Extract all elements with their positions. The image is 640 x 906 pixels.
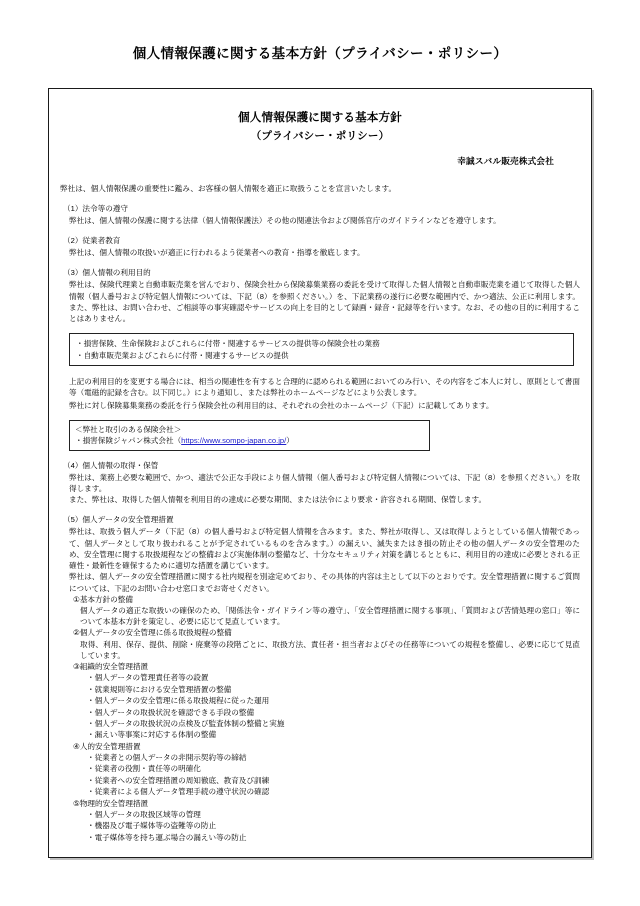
list-item: ・就業規則等における安全管理措置の整備 [87,684,232,694]
section-1 [60,203,580,226]
measure-marker-1: ① [73,594,80,604]
section-3 [60,267,580,324]
document-subheading: （プライバシー・ポリシー） [250,130,390,142]
purpose-change-paragraph: 上記の利用目的を変更する場合には、相当の関連性を有すると合理的に認められる範囲においてのみ行い、その内容をご本人に対し、原則として書面等（電磁的記録を含む。以下同じ。）により通知し、または弊社のホームページなどにより公表します。 [69,377,580,398]
measure-label-1: 基本方針の整備 [79,594,133,604]
section-2-body: 弊社は、個人情報の取扱いが適正に行われるよう従業者への教育・指導を徹底します。 [69,248,365,258]
measure-item-2-title [60,627,580,638]
page-title: 個人情報保護に関する基本方針（プライバシー・ポリシー） [132,46,508,61]
section-4-body-2: また、弊社は、取得した個人情報を利用目的の達成に必要な期間、または法令により要求・許容される期間、保管します。 [69,495,487,505]
section-1-title [60,203,580,214]
section-5-body-1: 弊社は、取扱う個人データ（下記（8）の個人番号および特定個人情報を含みます。また、弊社が取得し、又は取得しようとしている個人情報であって、個人データとして取り扱われることが予定されているものを含みます。）の漏えい、滅失またはき損の防止その他の個人データの安全管理のため、安全管理に関する取扱規程などの整備および実施体制の整備など、十分なセキュリティ対策を講じるとともに、利用目的の達成に必要とされる正確性・最新性を確保するために適切な措置を講じています。 [69,527,580,571]
business-bullet-2: ・自動車販売業およびこれらに付帯・関連するサービスの提供 [76,350,289,360]
measure-item-1-body: 個人データの適正な取扱いの確保のため、「関係法令・ガイドライン等の遵守」、「安全管理措置に関する事項」、「質問および苦情処理の窓口」等について本基本方針を策定し、必要に応じて見直しています。 [80,606,580,627]
sompo-japan-link[interactable]: https://www.sompo-japan.co.jp/ [181,436,287,446]
list-item: ・個人データの安全管理に係る取扱規程に従った運用 [87,696,270,706]
measure-item-2-body: 取得、利用、保存、提供、削除・廃棄等の段階ごとに、取扱方法、責任者・担当者およびその任務等についての規程を整備し、必要に応じて見直しています。 [80,639,580,660]
lead-paragraph: 弊社は、個人情報保護の重要性に鑑み、お客様の個人情報を適正に取扱うことを宣言いたします。 [60,184,397,193]
measure-item-4-list [60,752,580,798]
measure-label-4: 人的安全管理措置 [79,741,141,751]
list-item: ・従業者の役割・責任等の明確化 [87,764,201,774]
measure-item-4-title [60,741,580,752]
list-item: ・個人データの管理責任者等の設置 [87,673,209,683]
measure-item-3-title [60,661,580,672]
section-5-label: 個人データの安全管理措置 [82,515,174,525]
document-frame [48,88,592,858]
section-1-label: 法令等の遵守 [82,204,128,213]
measure-item-5-list [60,809,580,843]
list-item: ・漏えい等事案に対応する体制の整備 [87,730,217,740]
document-heading: 個人情報保護に関する基本方針 [238,112,402,124]
section-2-number: （2） [63,236,83,246]
measure-label-2: 個人データの安全管理に係る取扱規程の整備 [79,628,232,638]
section-2 [60,235,580,258]
section-1-body: 弊社は、個人情報の保護に関する法律（個人情報保護法）その他の関連法令および関係官庁のガイドラインなどを遵守します。 [69,216,501,225]
insurer-purpose-paragraph: 弊社に対し保険募集業務の委託を行う保険会社の利用目的は、それぞれの会社のホームページ（下記）に記載してあります。 [69,400,494,410]
measure-label-3: 組織的安全管理措置 [79,662,149,672]
section-5-title [60,514,580,525]
business-scope-box [69,333,574,366]
section-5-body-2: 弊社は、個人データの安全管理措置に関する社内規程を別途定めており、その具体的内容は主として以下のとおりです。安全管理措置に関するご質問については、下記のお問い合わせ窓口までお寄せください。 [69,572,580,593]
section-5-number: （5） [63,515,83,525]
partner-insurers-title: ＜弊社と取引のある保険会社＞ [75,424,182,434]
section-4 [60,460,580,506]
list-item: ・電子媒体等を持ち運ぶ場合の漏えい等の防止 [87,832,247,842]
list-item: ・従業者への安全管理措置の周知徹底、教育及び訓練 [87,775,270,785]
section-3-title [60,267,580,278]
business-bullet-1: ・損害保険、生命保険およびこれらに付帯・関連するサービスの提供等の保険会社の業務 [76,339,380,349]
partner-insurer-name: ・損害保険ジャパン株式会社（ [75,436,182,446]
partner-insurer-suffix: ） [286,436,294,446]
company-name: 幸誠スバル販売株式会社 [457,156,554,166]
section-4-title [60,460,580,471]
measure-marker-2: ② [73,628,80,638]
measure-label-5: 物理的安全管理措置 [79,798,149,808]
list-item: ・個人データの取扱状況の点検及び監査体制の整備と実施 [87,718,285,728]
measure-marker-3: ③ [73,662,80,672]
list-item: ・個人データの取扱状況を確認できる手段の整備 [87,707,255,717]
list-item: ・従業者による個人データ管理手続の遵守状況の確認 [87,787,270,797]
list-item: ・機器及び電子媒体等の盗難等の防止 [87,821,217,831]
section-4-body-1: 弊社は、業務上必要な範囲で、かつ、適法で公正な手段により個人情報（個人番号および特定個人情報については、下記（8）を参照ください。）を取得します。 [69,472,580,493]
partner-insurers-box [69,420,430,451]
measure-marker-5: ⑤ [73,798,80,808]
section-3-number: （3） [63,268,83,278]
list-item: ・個人データの取扱区域等の管理 [87,809,201,819]
section-2-label: 従業者教育 [82,236,121,246]
measure-item-3-list [60,672,580,740]
measure-item-1-title [60,594,580,605]
section-3-label: 個人情報の利用目的 [82,268,151,278]
document-body [49,89,591,857]
section-5 [60,514,580,843]
section-4-number: （4） [63,460,83,470]
measure-item-5-title [60,798,580,809]
list-item: ・従業者との個人データの非開示契約等の締結 [87,753,247,762]
section-2-title [60,235,580,246]
section-1-number: （1） [63,204,83,213]
partner-insurer-item [75,435,424,446]
section-3-body: 弊社は、保険代理業と自動車販売業を営んでおり、保険会社から保険募集業務の委託を受けて取得した個人情報と自動車販売業を通じて取得した個人情報（個人番号および特定個人情報については、下記（8）を参照ください。）を、下記業務の遂行に必要な範囲内で、かつ適法、公正に利用します。また、弊社は、お問い合わせ、ご相談等の事実確認やサービスの向上を目的として録画・録音・記録等を行います。なお、その他の目的に利用することはありません。 [69,280,580,324]
measure-marker-4: ④ [73,741,80,751]
section-4-label: 個人情報の取得・保管 [82,460,159,470]
